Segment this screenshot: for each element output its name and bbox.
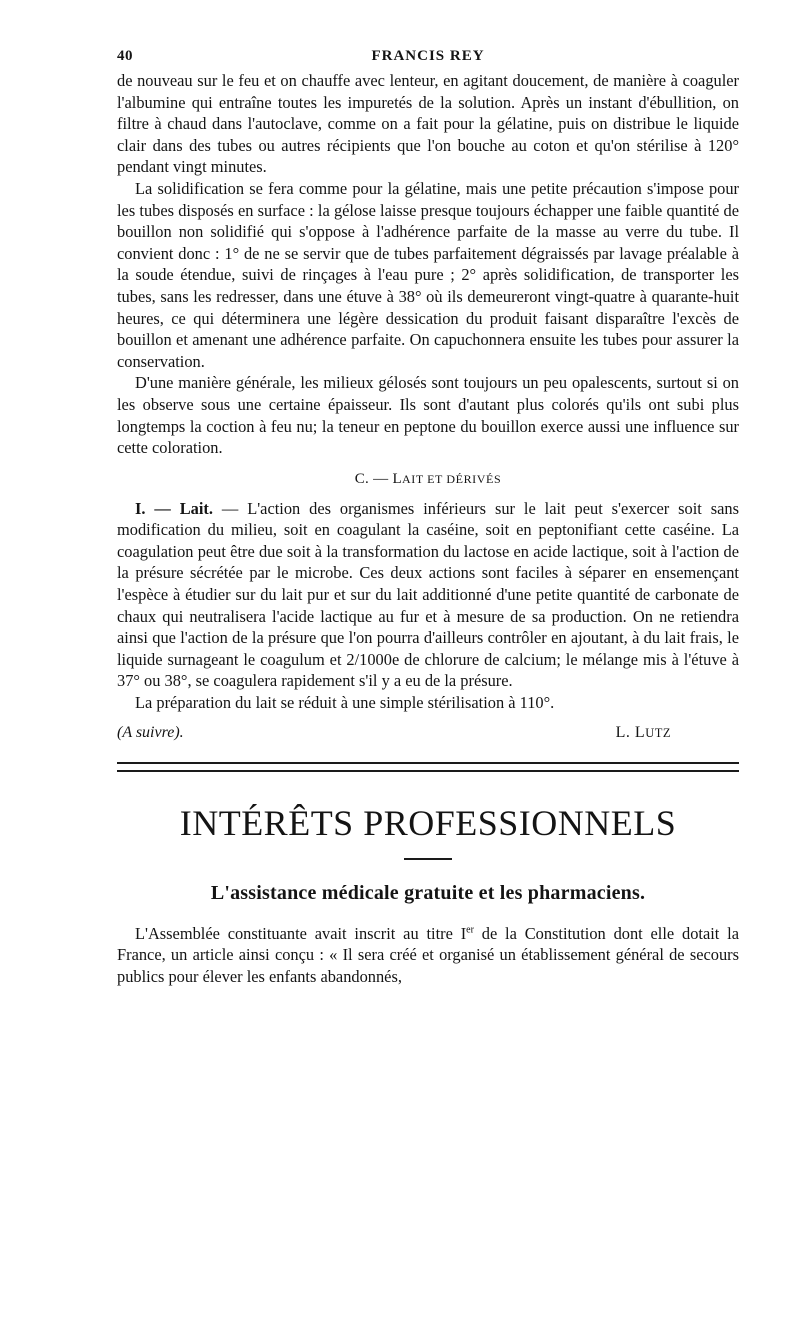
running-head [117, 48, 739, 70]
author-initial: L. L [615, 723, 646, 741]
article-body-rest: de la Constitution dont elle dotait la France, un article ainsi conçu : « Il sera créé et organisé un établissement général de secours publics pour élever les enfants abandonnés, [117, 923, 739, 986]
page [117, 48, 739, 987]
section-heading-prefix: C. — L [354, 470, 402, 487]
signature-row [117, 720, 739, 748]
lait-lead: I. — Lait. [135, 498, 213, 518]
lait-final-paragraph: La préparation du lait se réduit à une simple stérilisation à 110°. [135, 693, 555, 713]
section-heading-smallcaps: AIT ET DÉRIVÉS [401, 471, 502, 486]
article-body-superscript: er [466, 924, 474, 936]
lait-text: — L'action des organismes inférieurs sur le lait peut s'exercer soit sans modification du milieu, soit en coagulant la caséine, soit en peptonifiant cette caséine. La coagulation peut être due soit à la transformation du lactose en acide lactique, soit à l'action de la présure sécrétée par le microbe. Ces deux actions sont faciles à séparer en ensemençant l'espèce à étudier sur du lait pur et sur du lait additionné d'une petite quantité de carbonate de chaux qui neutralisera l'acide lactique au fur et à mesure de sa production. On ne retiendra ainsi que l'action de la présure que l'on pourra d'ailleurs contrôler en ajoutant, à du lait frais, le liquide surnageant le coagulum et 2/1000e de chlorure de calcium; le mélange mis à l'étuve à 37° ou 38°, se coagulera rapidement s'il y a eu de la présure. [117, 498, 739, 691]
lait-paragraph [117, 498, 739, 692]
section-heading-lait [117, 471, 739, 488]
continuation-paragraph-2: La solidification se fera comme pour la gélatine, mais une petite précaution s'impose pour les tubes disposés en surface : la gélose laisse presque toujours échapper une faible quantité de bouillon non solidifié qui s'oppose à l'adhérence parfaite de la masse au verre du tube. Il convient donc : 1° de ne se servir que de tubes parfaitement dégraissés par lavage préalable à la soude étendue, suivi de rinçages à l'eau pure ; 2° après solidification, de transporter les tubes, sans les redresser, dans une étuve à 38° où ils demeureront vingt-quatre à quarante-huit heures, ce qui déterminera une légère dessication du produit faisant disparaître l'excès de bouillon et amenant une adhérence parfaite. On capuchonnera ensuite les tubes pour assurer la conservation. [117, 178, 739, 371]
article-title: L'assistance médicale gratuite et les pharmaciens. [210, 881, 646, 904]
continuation-paragraph-3: D'une manière générale, les milieux gélosés sont toujours un peu opalescents, surtout si on les observe sous une certaine épaisseur. Ils sont d'autant plus colorés qu'ils ont subi plus longtemps la coction à feu nu; la teneur en peptone du bouillon exerce aussi une influence sur cette coloration. [117, 373, 739, 458]
continuation-paragraph-1: de nouveau sur le feu et on chauffe avec lenteur, en agitant doucement, de manière à coaguler l'albumine qui entraîne toutes les impuretés de la solution. Après un instant d'ébullition, on filtre à chaud dans l'autoclave, comme on a fait pour la gélatine, puis on distribue le liquide clair dans des tubes ou autres récipients que l'on bouche au coton et qu'on stérilise à 120° pendant vingt minutes. [117, 71, 739, 177]
to-be-continued: (A suivre). [117, 723, 184, 741]
article-body-paragraph [117, 923, 739, 988]
double-rule-divider [117, 762, 739, 772]
short-rule-divider [404, 858, 452, 860]
page-number: 40 [117, 48, 133, 64]
section-title-interets: INTÉRÊTS PROFESSIONNELS [179, 802, 677, 843]
author-signature [616, 724, 671, 742]
article-body-start: L'Assemblée constituante avait inscrit au titre I [135, 923, 467, 943]
running-title: FRANCIS REY [371, 48, 485, 64]
author-smallcaps: UTZ [645, 725, 671, 740]
